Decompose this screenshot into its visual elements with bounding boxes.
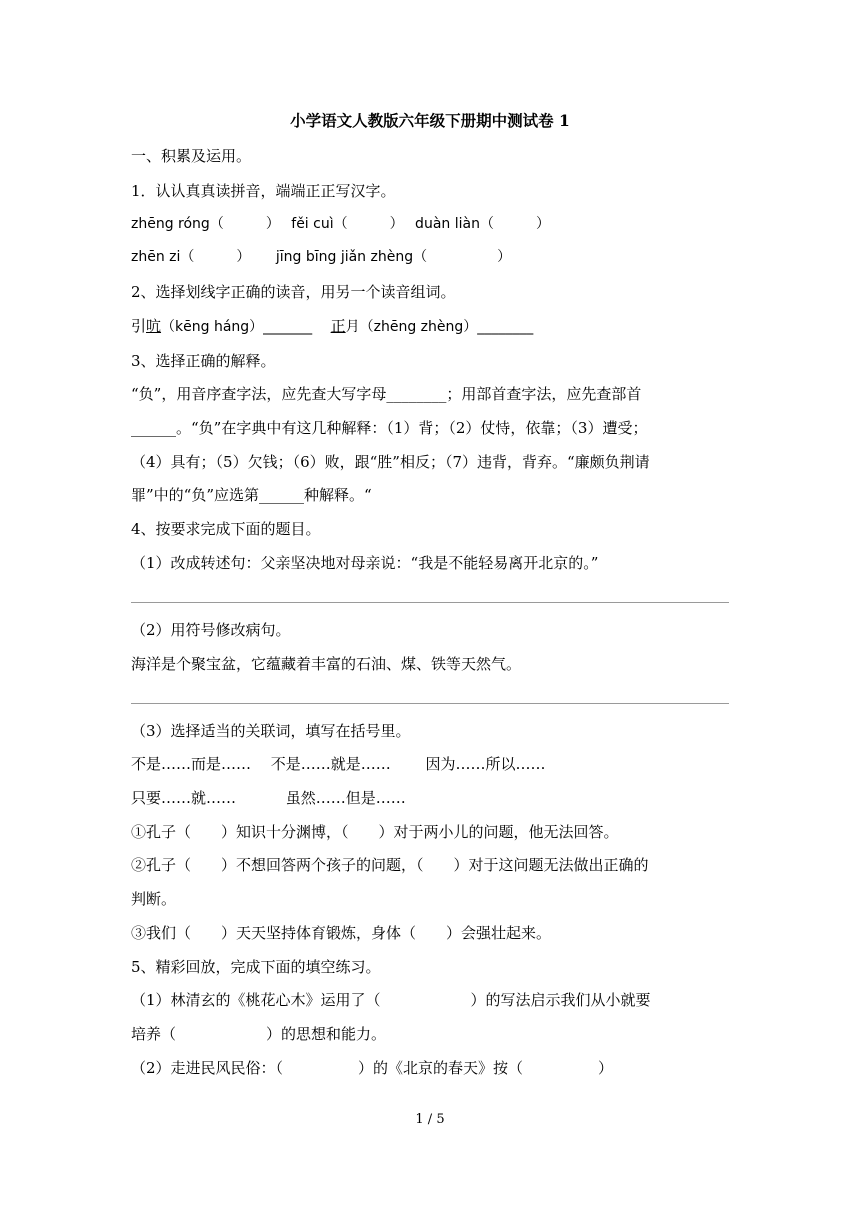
paragraph-line: 海洋是个聚宝盆，它蕴藏着丰富的石油、煤、铁等天然气。: [131, 655, 522, 673]
underlined-char: 正: [330, 317, 346, 335]
paragraph-line: 不是……而是…… 不是……就是…… 因为……所以……: [131, 755, 546, 773]
question-2: 2、选择划线字正确的读音，用另一个读音组词。: [131, 283, 456, 301]
pinyin-row-1: zhēng róng（ ） fěi cuì（ ） duàn liàn（ ）: [131, 216, 550, 232]
section-heading: 一、积累及运用。: [131, 147, 252, 165]
paragraph-line: （1）林清玄的《桃花心木》运用了（ ）的写法启示我们从小就要: [131, 991, 651, 1009]
answer-line: [131, 602, 729, 603]
question-1: 1．认认真真读拼音，端端正正写汉字。: [131, 182, 396, 200]
text: 月（zhēng zhèng）________: [345, 319, 534, 335]
sub-question: （3）选择适当的关联词，填写在括号里。: [131, 722, 411, 740]
sub-question: （1）改成转述句：父亲坚决地对母亲说：“我是不能轻易离开北京的。”: [131, 554, 599, 572]
underlined-char: 吭: [146, 317, 162, 335]
page-number: 1 / 5: [415, 1112, 445, 1127]
paragraph-line: ③我们（ ）天天坚持体育锻炼，身体（ ）会强壮起来。: [131, 924, 552, 942]
paragraph-line: （2）走进民风民俗：（ ）的《北京的春天》按（ ）: [131, 1059, 614, 1077]
sub-question: （2）用符号修改病句。: [131, 621, 291, 639]
text: 引: [131, 317, 147, 335]
paragraph-line: ①孔子（ ）知识十分渊博，（ ）对于两小儿的问题，他无法回答。: [131, 823, 619, 841]
paragraph-line: 罪”中的“负”应选第______种解释。“: [131, 486, 372, 504]
paragraph-line: ②孔子（ ）不想回答两个孩子的问题，（ ）对于这问题无法做出正确的: [131, 856, 649, 874]
paragraph-line: 判断。: [131, 890, 177, 908]
paragraph-line: 只要……就…… 虽然……但是……: [131, 789, 406, 807]
paragraph-line: （4）具有；（5）欠钱；（6）败，跟“胜”相反；（7）违背，背弃。“廉颇负荆请: [131, 453, 650, 471]
question-2-items: [131, 316, 533, 337]
answer-line: [131, 703, 729, 704]
paragraph-line: ______。“负”在字典中有这几种解释：（1）背；（2）仗恃，依靠；（3）遭受；: [131, 419, 648, 437]
question-5: 5、精彩回放，完成下面的填空练习。: [131, 958, 381, 976]
question-4: 4、按要求完成下面的题目。: [131, 520, 321, 538]
pinyin-row-2: zhēn zi（ ） jīng bīng jiǎn zhèng（ ）: [131, 249, 512, 265]
text: （kēng háng）_______: [161, 319, 331, 335]
paragraph-line: 培养（ ）的思想和能力。: [131, 1025, 387, 1043]
question-3: 3、选择正确的解释。: [131, 352, 276, 370]
paragraph-line: “负”，用音序查字法，应先查大写字母________；用部首查字法，应先查部首: [131, 385, 642, 403]
page-title: 小学语文人教版六年级下册期中测试卷 1: [290, 111, 570, 130]
